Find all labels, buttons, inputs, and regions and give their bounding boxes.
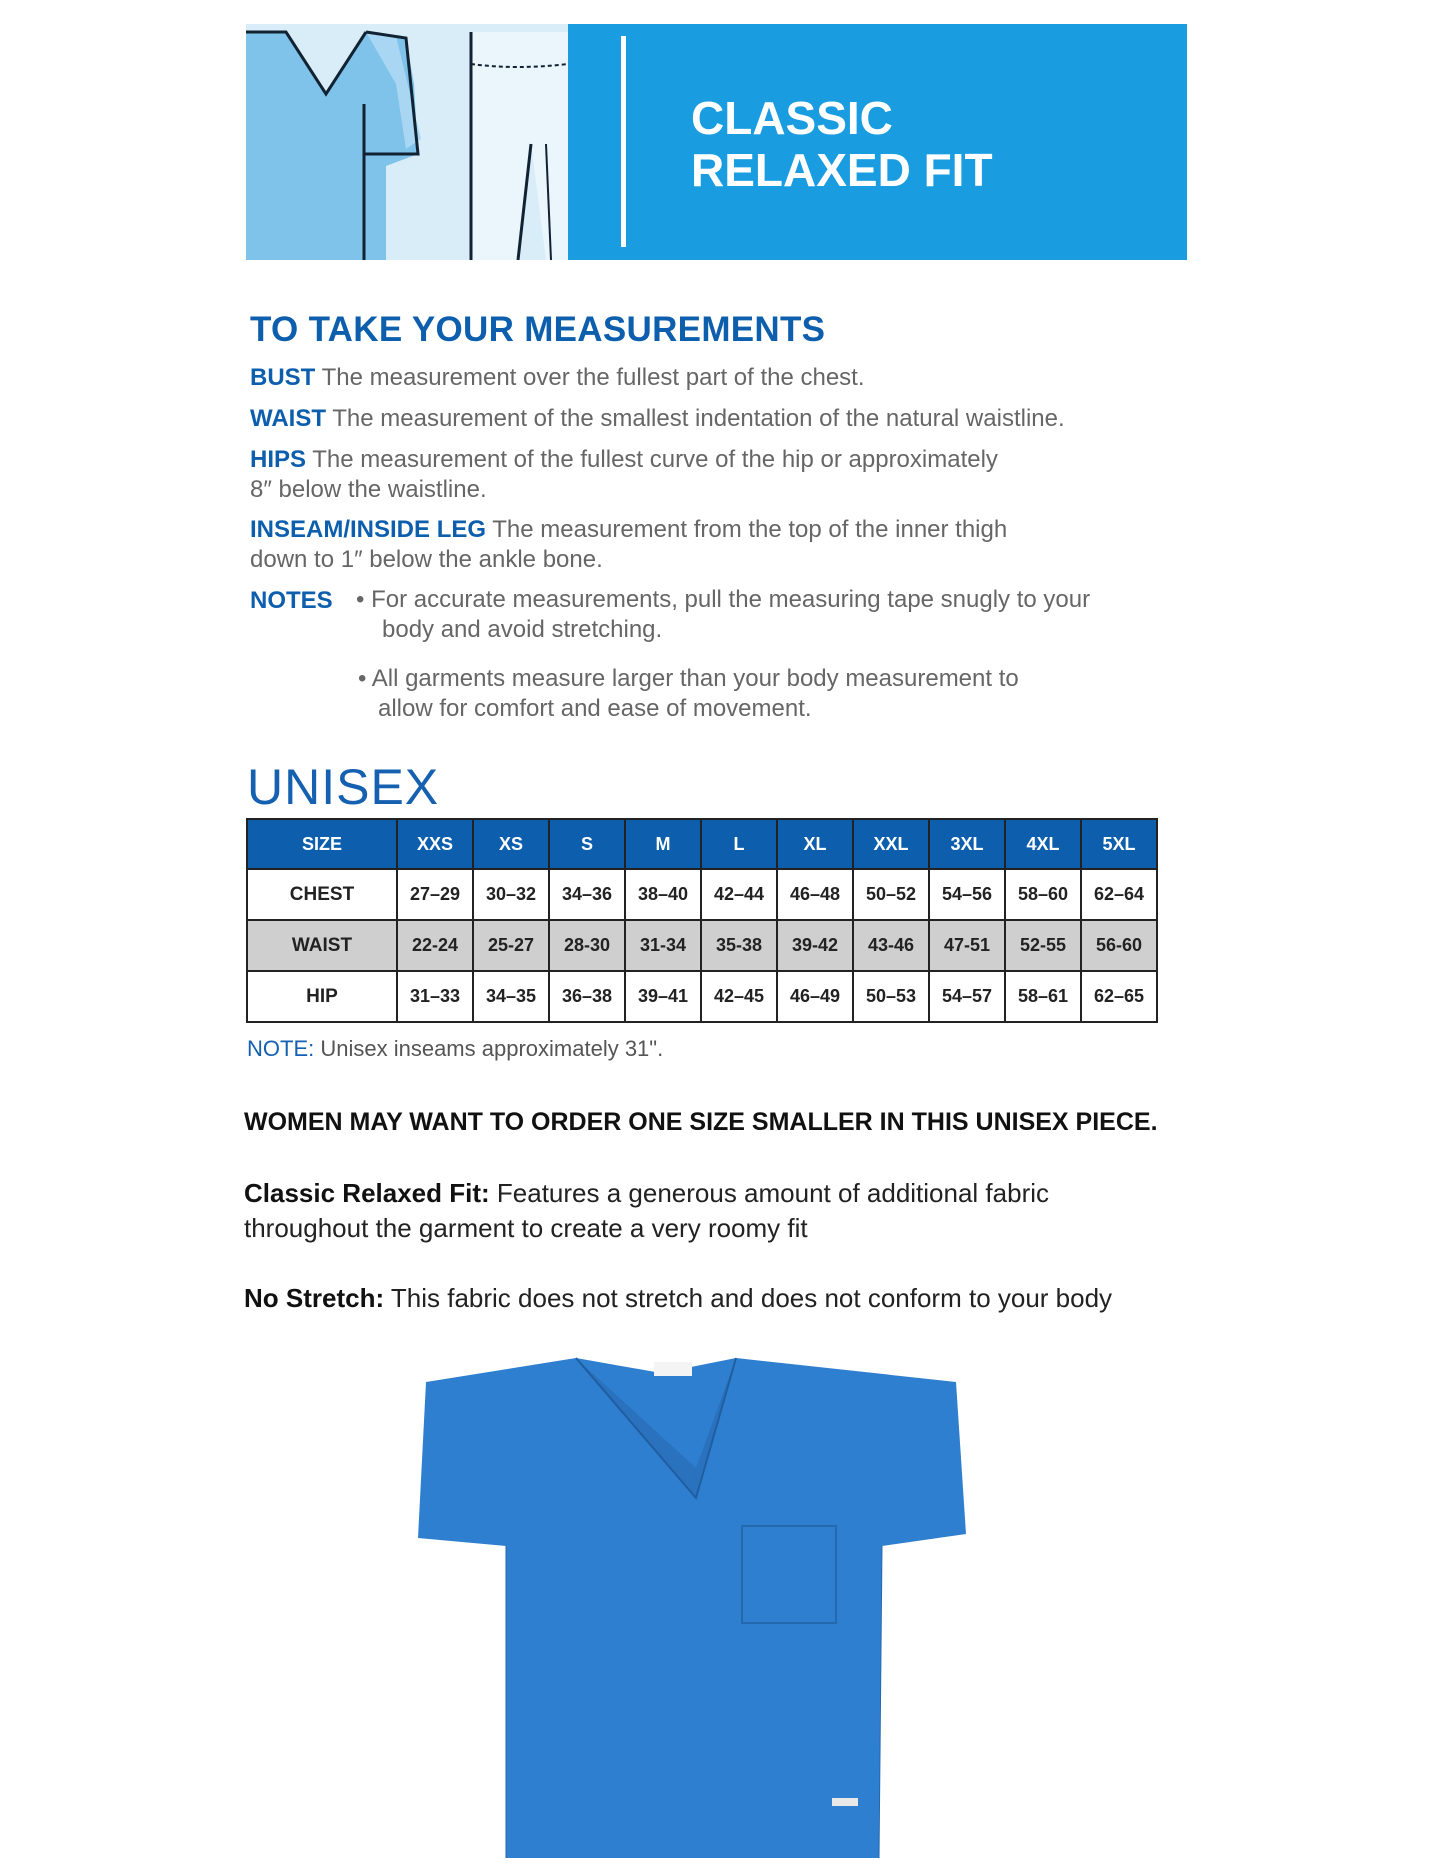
table-cell: 31-34	[625, 920, 701, 971]
table-cell: 39–41	[625, 971, 701, 1022]
header-cell: 3XL	[929, 819, 1005, 869]
header-cell: SIZE	[247, 819, 397, 869]
garment-illustration	[246, 24, 568, 260]
size-chart-table	[246, 818, 1158, 1023]
row-header-cell: CHEST	[247, 869, 397, 920]
hips-text-line-1: The measurement of the fullest curve of the hip or approximately	[312, 446, 998, 473]
note-2-line-2: allow for comfort and ease of movement.	[378, 695, 812, 722]
table-cell: 54–57	[929, 971, 1005, 1022]
inseam-note	[247, 1036, 663, 1062]
table-row-chest	[247, 869, 1157, 920]
header-cell: XS	[473, 819, 549, 869]
table-row-waist	[247, 920, 1157, 971]
header-cell: L	[701, 819, 777, 869]
inseam-label: INSEAM/INSIDE LEG	[250, 516, 487, 543]
table-cell: 28-30	[549, 920, 625, 971]
table-cell: 39-42	[777, 920, 853, 971]
table-cell: 38–40	[625, 869, 701, 920]
title-line-1: CLASSIC	[691, 92, 893, 144]
table-cell: 42–44	[701, 869, 777, 920]
waist-text: The measurement of the smallest indentation of the natural waistline.	[332, 405, 1065, 432]
banner-divider	[621, 36, 626, 247]
table-cell: 54–56	[929, 869, 1005, 920]
table-cell: 34–36	[549, 869, 625, 920]
table-cell: 35-38	[701, 920, 777, 971]
header-cell: 4XL	[1005, 819, 1081, 869]
page-title	[691, 92, 993, 196]
table-cell: 47-51	[929, 920, 1005, 971]
scrub-illustration-icon	[246, 24, 568, 260]
header-banner	[246, 24, 1187, 260]
note-2-line-1: • All garments measure larger than your body measurement to	[358, 665, 1019, 692]
note-text: Unisex inseams approximately 31".	[320, 1036, 664, 1061]
fit-text-line-2: throughout the garment to create a very roomy fit	[244, 1213, 808, 1243]
table-cell: 30–32	[473, 869, 549, 920]
hips-label: HIPS	[250, 446, 307, 473]
table-cell: 50–53	[853, 971, 929, 1022]
inseam-definition	[250, 515, 1007, 575]
inseam-text-line-2: down to 1″ below the ankle bone.	[250, 546, 603, 573]
table-cell: 22-24	[397, 920, 473, 971]
table-cell: 27–29	[397, 869, 473, 920]
table-cell: 34–35	[473, 971, 549, 1022]
table-cell: 25-27	[473, 920, 549, 971]
row-header-cell: HIP	[247, 971, 397, 1022]
waist-label: WAIST	[250, 405, 326, 432]
scrub-top-icon	[396, 1318, 1006, 1866]
stretch-text: This fabric does not stretch and does not conform to your body	[390, 1283, 1113, 1313]
hips-definition	[250, 445, 998, 505]
unisex-heading: UNISEX	[247, 759, 440, 815]
fit-label: Classic Relaxed Fit:	[244, 1178, 490, 1208]
header-cell: 5XL	[1081, 819, 1157, 869]
row-header-cell: WAIST	[247, 920, 397, 971]
table-cell: 36–38	[549, 971, 625, 1022]
header-cell: XXS	[397, 819, 473, 869]
women-size-advice: WOMEN MAY WANT TO ORDER ONE SIZE SMALLER IN THIS UNISEX PIECE.	[244, 1108, 1158, 1136]
header-cell: XL	[777, 819, 853, 869]
measurements-heading: TO TAKE YOUR MEASUREMENTS	[250, 310, 826, 349]
table-row-hip	[247, 971, 1157, 1022]
table-cell: 58–61	[1005, 971, 1081, 1022]
inseam-text-line-1: The measurement from the top of the inner thigh	[492, 516, 1008, 543]
header-cell: XXL	[853, 819, 929, 869]
stretch-description	[244, 1281, 1112, 1316]
note-1-line-2: body and avoid stretching.	[382, 616, 663, 643]
stretch-label: No Stretch:	[244, 1283, 385, 1313]
table-header-row	[247, 819, 1157, 869]
bust-label: BUST	[250, 364, 316, 391]
table-cell: 46–48	[777, 869, 853, 920]
table-cell: 52-55	[1005, 920, 1081, 971]
fit-description	[244, 1176, 1049, 1246]
product-image	[396, 1318, 1006, 1866]
bust-definition	[250, 363, 865, 393]
table-cell: 58–60	[1005, 869, 1081, 920]
note-item-2	[358, 664, 1019, 724]
note-label: NOTE:	[247, 1036, 315, 1061]
table-cell: 50–52	[853, 869, 929, 920]
note-1-line-1: • For accurate measurements, pull the measuring tape snugly to your	[356, 586, 1091, 613]
fit-text-line-1: Features a generous amount of additional fabric	[496, 1178, 1050, 1208]
bust-text: The measurement over the fullest part of the chest.	[321, 364, 865, 391]
table-cell: 62–64	[1081, 869, 1157, 920]
waist-definition	[250, 404, 1065, 434]
table-cell: 56-60	[1081, 920, 1157, 971]
notes-label: NOTES	[250, 587, 333, 614]
header-cell: S	[549, 819, 625, 869]
table-cell: 62–65	[1081, 971, 1157, 1022]
table-cell: 46–49	[777, 971, 853, 1022]
table-cell: 42–45	[701, 971, 777, 1022]
hips-text-line-2: 8″ below the waistline.	[250, 476, 487, 503]
header-cell: M	[625, 819, 701, 869]
table-cell: 43-46	[853, 920, 929, 971]
title-line-2: RELAXED FIT	[691, 144, 993, 196]
table-cell: 31–33	[397, 971, 473, 1022]
note-item-1	[356, 585, 1090, 645]
